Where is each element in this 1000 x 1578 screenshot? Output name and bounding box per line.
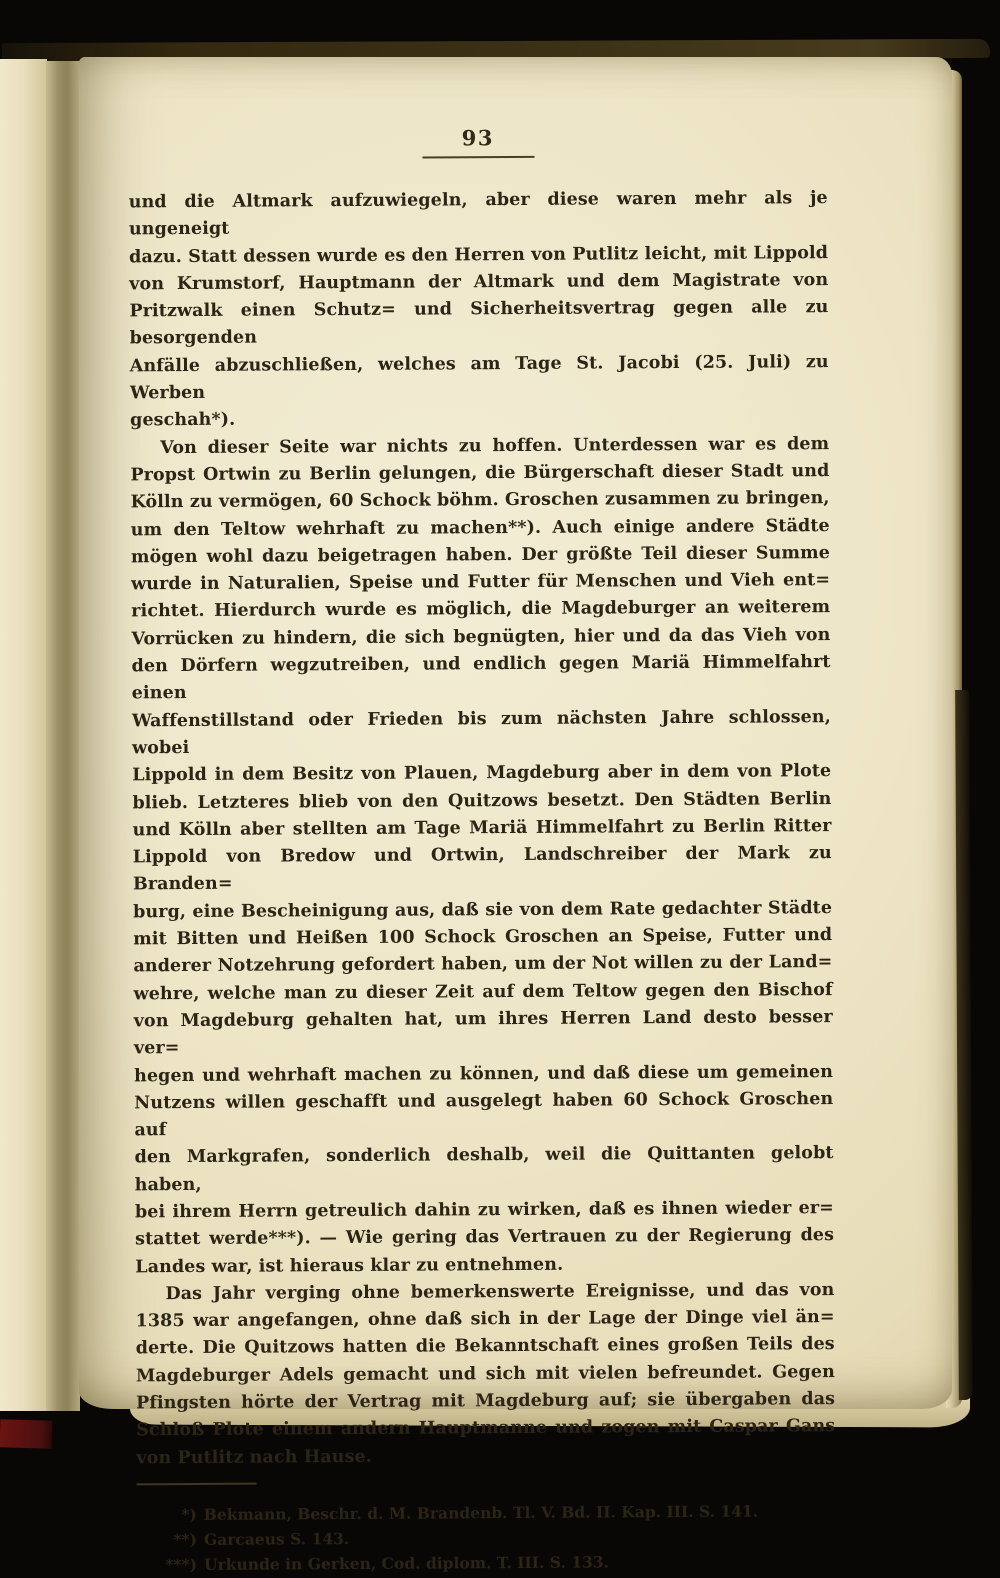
text-line: Landes war, ist hieraus klar zu entnehmen. (135, 1254, 564, 1277)
text-line: Pritzwalk einen Schutz= und Sicherheitsvertrag gegen alle zu besorgenden (129, 297, 829, 349)
page-text (129, 185, 836, 1472)
text-line: mit Bitten und Heißen 100 Schock Groschen an Speise, Futter und (133, 925, 833, 950)
text-line: burg, eine Bescheinigung aus, daß sie von dem Rate gedachter Städte (133, 897, 833, 923)
text-line: von Magdeburg gehalten hat, um ihres Herren Land desto besser ver= (133, 1006, 833, 1059)
text-line: Vorrücken zu hindern, die sich begnügten, hier und da das Vieh von (131, 624, 831, 650)
footnotes (137, 1498, 836, 1577)
gutter-shadow (46, 61, 80, 1411)
footnote-separator (137, 1483, 257, 1486)
footnote-text: Garcaeus S. 143. (203, 1528, 350, 1549)
text-line: und Kölln aber stellten am Tage Mariä Himmelfahrt zu Berlin Ritter (132, 815, 832, 841)
footnote-text: Bekmann, Beschr. d. M. Brandenb. Tl. V. Bd. II. Kap. III. S. 141. (203, 1501, 759, 1524)
text-line: von Krumstorf, Hauptmann der Altmark und dem Magistrate von (129, 269, 829, 295)
text-line: Nutzens willen geschafft und ausgelegt haben 60 Schock Groschen auf (134, 1088, 834, 1141)
footnote-marker: ***) (165, 1554, 198, 1575)
text-line: richtet. Hierdurch wurde es möglich, die Magdeburger an weiterem (131, 597, 831, 622)
text-line: blieb. Letzteres blieb von den Quitzows besetzt. Den Städten Berlin (132, 788, 832, 813)
text-line: hegen und wehrhaft machen zu können, und daß diese um gemeinen (134, 1061, 834, 1086)
text-line: wehre, welche man zu dieser Zeit auf dem Teltow gegen den Bischof (133, 979, 833, 1004)
cover-corner-bottom-left (0, 1419, 52, 1448)
text-line: von Putlitz nach Hause. (136, 1446, 373, 1468)
text-line: wurde in Naturalien, Speise und Futter für Menschen und Vieh ent= (131, 570, 831, 595)
text-line: Propst Ortwin zu Berlin gelungen, die Bürgerschaft dieser Stadt und (130, 461, 830, 486)
text-line: Das Jahr verging ohne bemerkenswerte Ereignisse, und das von (165, 1279, 835, 1305)
text-line: den Markgrafen, sonderlich deshalb, weil die Quittanten gelobt haben, (134, 1143, 834, 1196)
text-line: bei ihrem Herrn getreulich dahin zu wirken, daß es ihnen wieder er= (134, 1198, 834, 1223)
text-line: 1385 war angefangen, ohne daß sich in der Lage der Dinge viel än= (135, 1307, 835, 1332)
page-number: 93 (461, 125, 495, 151)
text-line: Pfingsten hörte der Vertrag mit Magdeburg auf; sie übergaben das (136, 1389, 836, 1414)
text-line: Kölln zu vermögen, 60 Schock böhm. Groschen zusammen zu bringen, (130, 488, 830, 513)
text-line: geschah*). (130, 410, 236, 431)
text-line: derte. Die Quitzows hatten die Bekanntschaft eines großen Teils des (135, 1334, 835, 1359)
footnote-row (137, 1498, 836, 1527)
text-line: Lippold in dem Besitz von Plauen, Magdeburg aber in dem von Plote (132, 761, 832, 786)
text-line: Lippold von Bredow und Ortwin, Landschreiber der Mark zu Branden= (132, 843, 832, 895)
text-line: stattet werde***). — Wie gering das Vertrauen zu der Regierung des (135, 1225, 835, 1250)
text-line: Anfälle abzuschließen, welches am Tage St. Jacobi (25. Juli) zu Werben (129, 351, 829, 404)
footnote-marker: **) (173, 1529, 197, 1550)
text-line: Waffenstillstand oder Frieden bis zum nächsten Jahre schlossen, wobei (131, 706, 831, 759)
page-content (75, 54, 956, 1575)
text-line: anderer Notzehrung gefordert haben, um der Not willen zu der Land= (133, 952, 833, 977)
page-header (128, 123, 827, 160)
text-line: um den Teltow wehrhaft zu machen**). Auch einige andere Städte (130, 515, 830, 540)
cover-edge-right (955, 690, 973, 1400)
text-line: Schloß Plote einem andern Hauptmanne und zogen mit Caspar Gans (136, 1416, 836, 1441)
text-line: den Dörfern wegzutreiben, und endlich gegen Mariä Himmelfahrt einen (131, 652, 831, 704)
text-line: dazu. Statt dessen wurde es den Herren von Putlitz leicht, mit Lippold (129, 242, 829, 267)
page (79, 57, 952, 1575)
adjacent-page-edge (0, 59, 47, 1411)
footnote-text: Urkunde in Gerken, Cod. diplom. T. III. S. 133. (204, 1552, 610, 1574)
text-line: Von dieser Seite war nichts zu hoffen. Unterdessen war es dem (160, 433, 830, 458)
footnote-marker: *) (181, 1504, 197, 1525)
footnote-row (137, 1548, 836, 1577)
text-line: und die Altmark aufzuwiegeln, aber diese waren mehr als je ungeneigt (128, 188, 828, 240)
text-line: mögen wohl dazu beigetragen haben. Der größte Teil dieser Summe (130, 542, 830, 568)
text-block (129, 185, 836, 1577)
page-number-rule (422, 156, 534, 159)
text-line: Magdeburger Adels gemacht und sich mit vielen befreundet. Gegen (135, 1361, 835, 1387)
